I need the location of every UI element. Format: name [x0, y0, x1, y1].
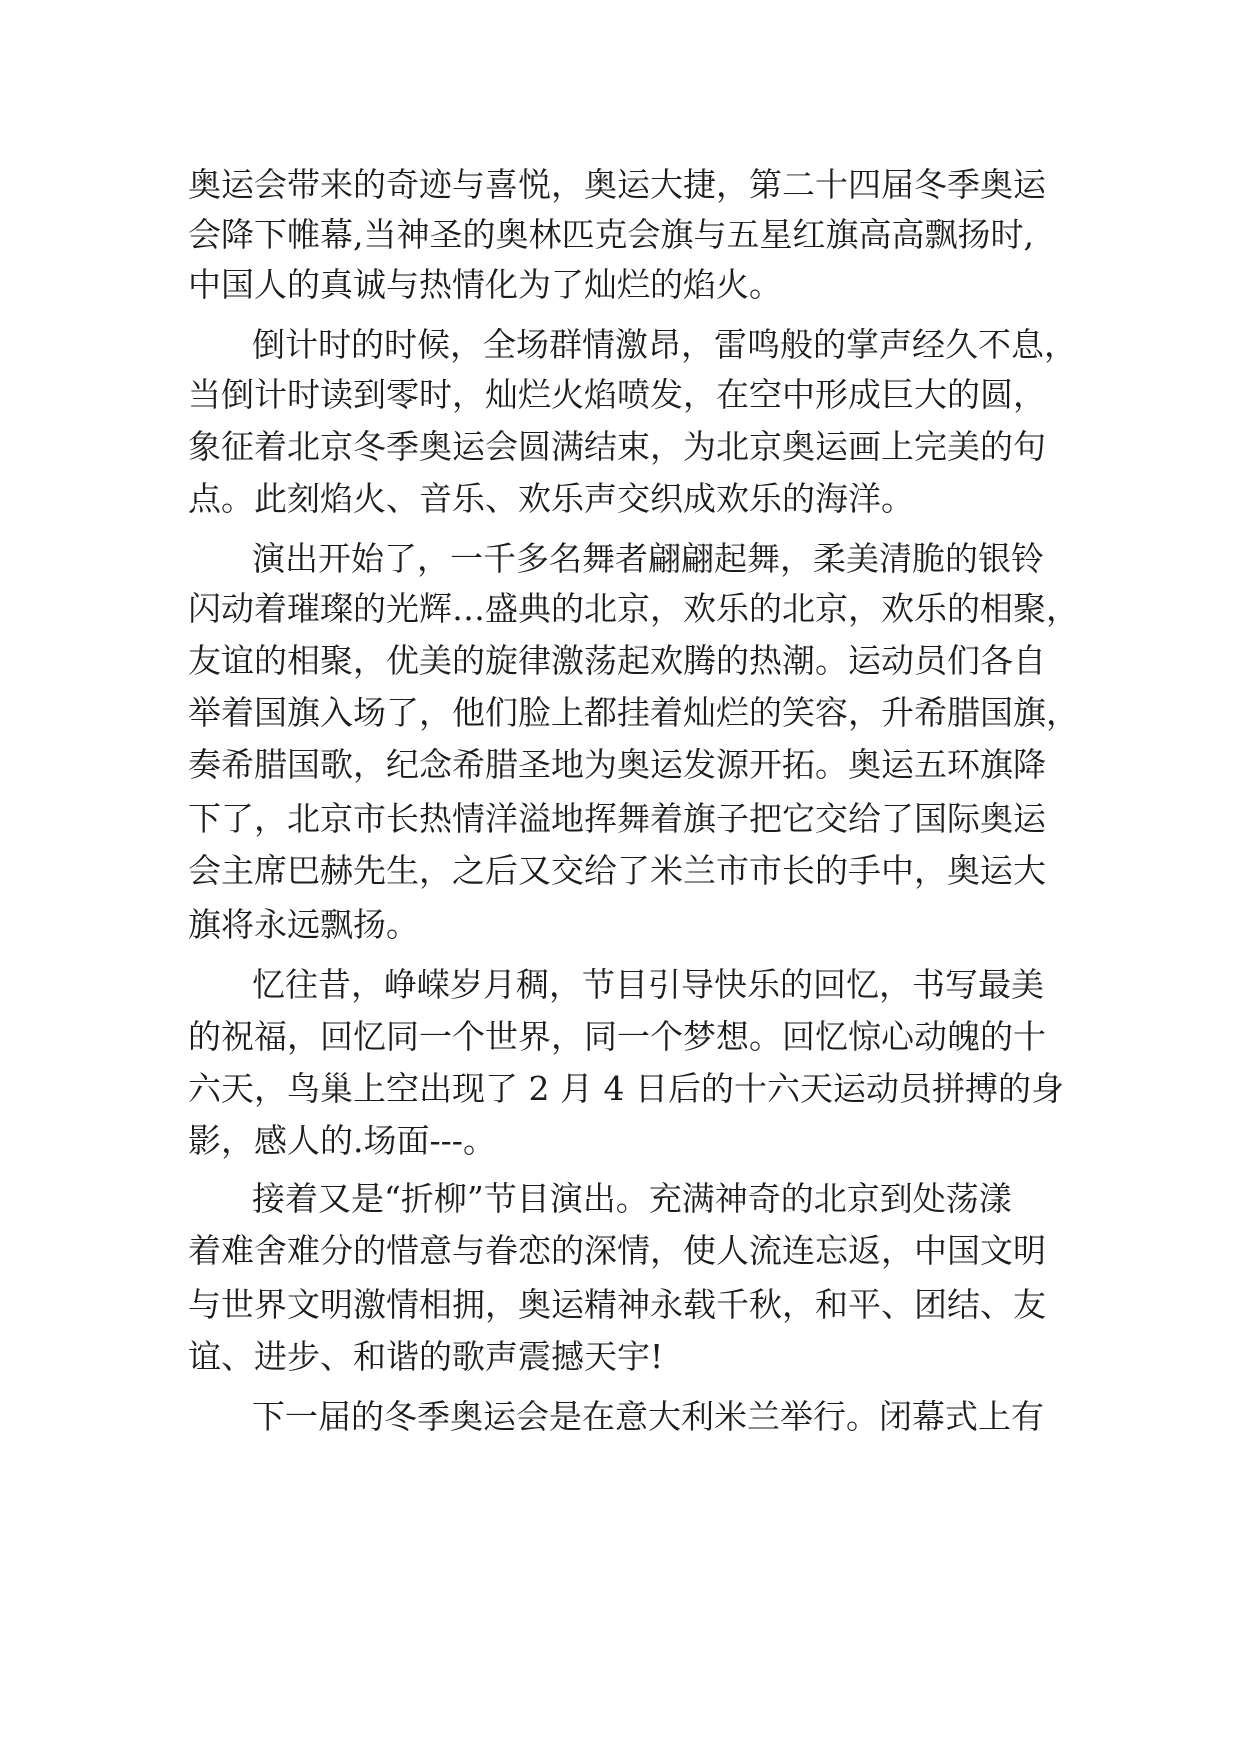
text-line: 当倒计时读到零时，灿烂火焰喷发，在空中形成巨大的圆，: [188, 375, 1046, 414]
text-line: 点。此刻焰火、音乐、欢乐声交织成欢乐的海洋。: [188, 479, 914, 518]
text-line: 与世界文明激情相拥，奥运精神永载千秋，和平、团结、友: [188, 1285, 1046, 1324]
paragraph-first-line: 下一届的冬季奥运会是在意大利米兰举行。闭幕式上有: [252, 1397, 1044, 1436]
text-line: 谊、进步、和谐的歌声震撼天宇!: [188, 1337, 664, 1376]
paragraph-first-line: 演出开始了，一千多名舞者翩翩起舞，柔美清脆的银铃: [252, 539, 1044, 578]
paragraph-first-line: 接着又是“折柳”节目演出。充满神奇的北京到处荡漾: [252, 1179, 1012, 1218]
text-line: 下了，北京市长热情洋溢地挥舞着旗子把它交给了国际奥运: [188, 799, 1046, 838]
text-line: 奥运会带来的奇迹与喜悦，奥运大捷，第二十四届冬季奥运: [188, 165, 1046, 204]
text-line: 六天，鸟巢上空出现了 2 月 4 日后的十六天运动员拼搏的身: [188, 1069, 1064, 1108]
text-line: 举着国旗入场了，他们脸上都挂着灿烂的笑容，升希腊国旗，: [188, 693, 1079, 732]
paragraph-first-line: 忆往昔，峥嵘岁月稠，节目引导快乐的回忆，书写最美: [252, 965, 1044, 1004]
text-line: 象征着北京冬季奥运会圆满结束，为北京奥运画上完美的句: [188, 427, 1046, 466]
text-line: 奏希腊国歌，纪念希腊圣地为奥运发源开拓。奥运五环旗降: [188, 745, 1046, 784]
text-line: 影，感人的.场面---。: [188, 1121, 496, 1160]
text-line: 会主席巴赫先生，之后又交给了米兰市市长的手中，奥运大: [188, 851, 1046, 890]
text-line: 的祝福，回忆同一个世界，同一个梦想。回忆惊心动魄的十: [188, 1017, 1046, 1056]
text-line: 着难舍难分的惜意与眷恋的深情，使人流连忘返，中国文明: [188, 1231, 1046, 1270]
text-line: 会降下帷幕,当神圣的奥林匹克会旗与五星红旗高高飘扬时,: [188, 215, 1034, 254]
text-line: 友谊的相聚，优美的旋律激荡起欢腾的热潮。运动员们各自: [188, 641, 1046, 680]
text-line: 中国人的真诚与热情化为了灿烂的焰火。: [188, 265, 782, 304]
text-line: 闪动着璀璨的光辉…盛典的北京，欢乐的北京，欢乐的相聚，: [188, 589, 1079, 628]
paragraph-first-line: 倒计时的时候，全场群情激昂，雷鸣般的掌声经久不息，: [252, 325, 1077, 364]
text-line: 旗将永远飘扬。: [188, 905, 419, 944]
